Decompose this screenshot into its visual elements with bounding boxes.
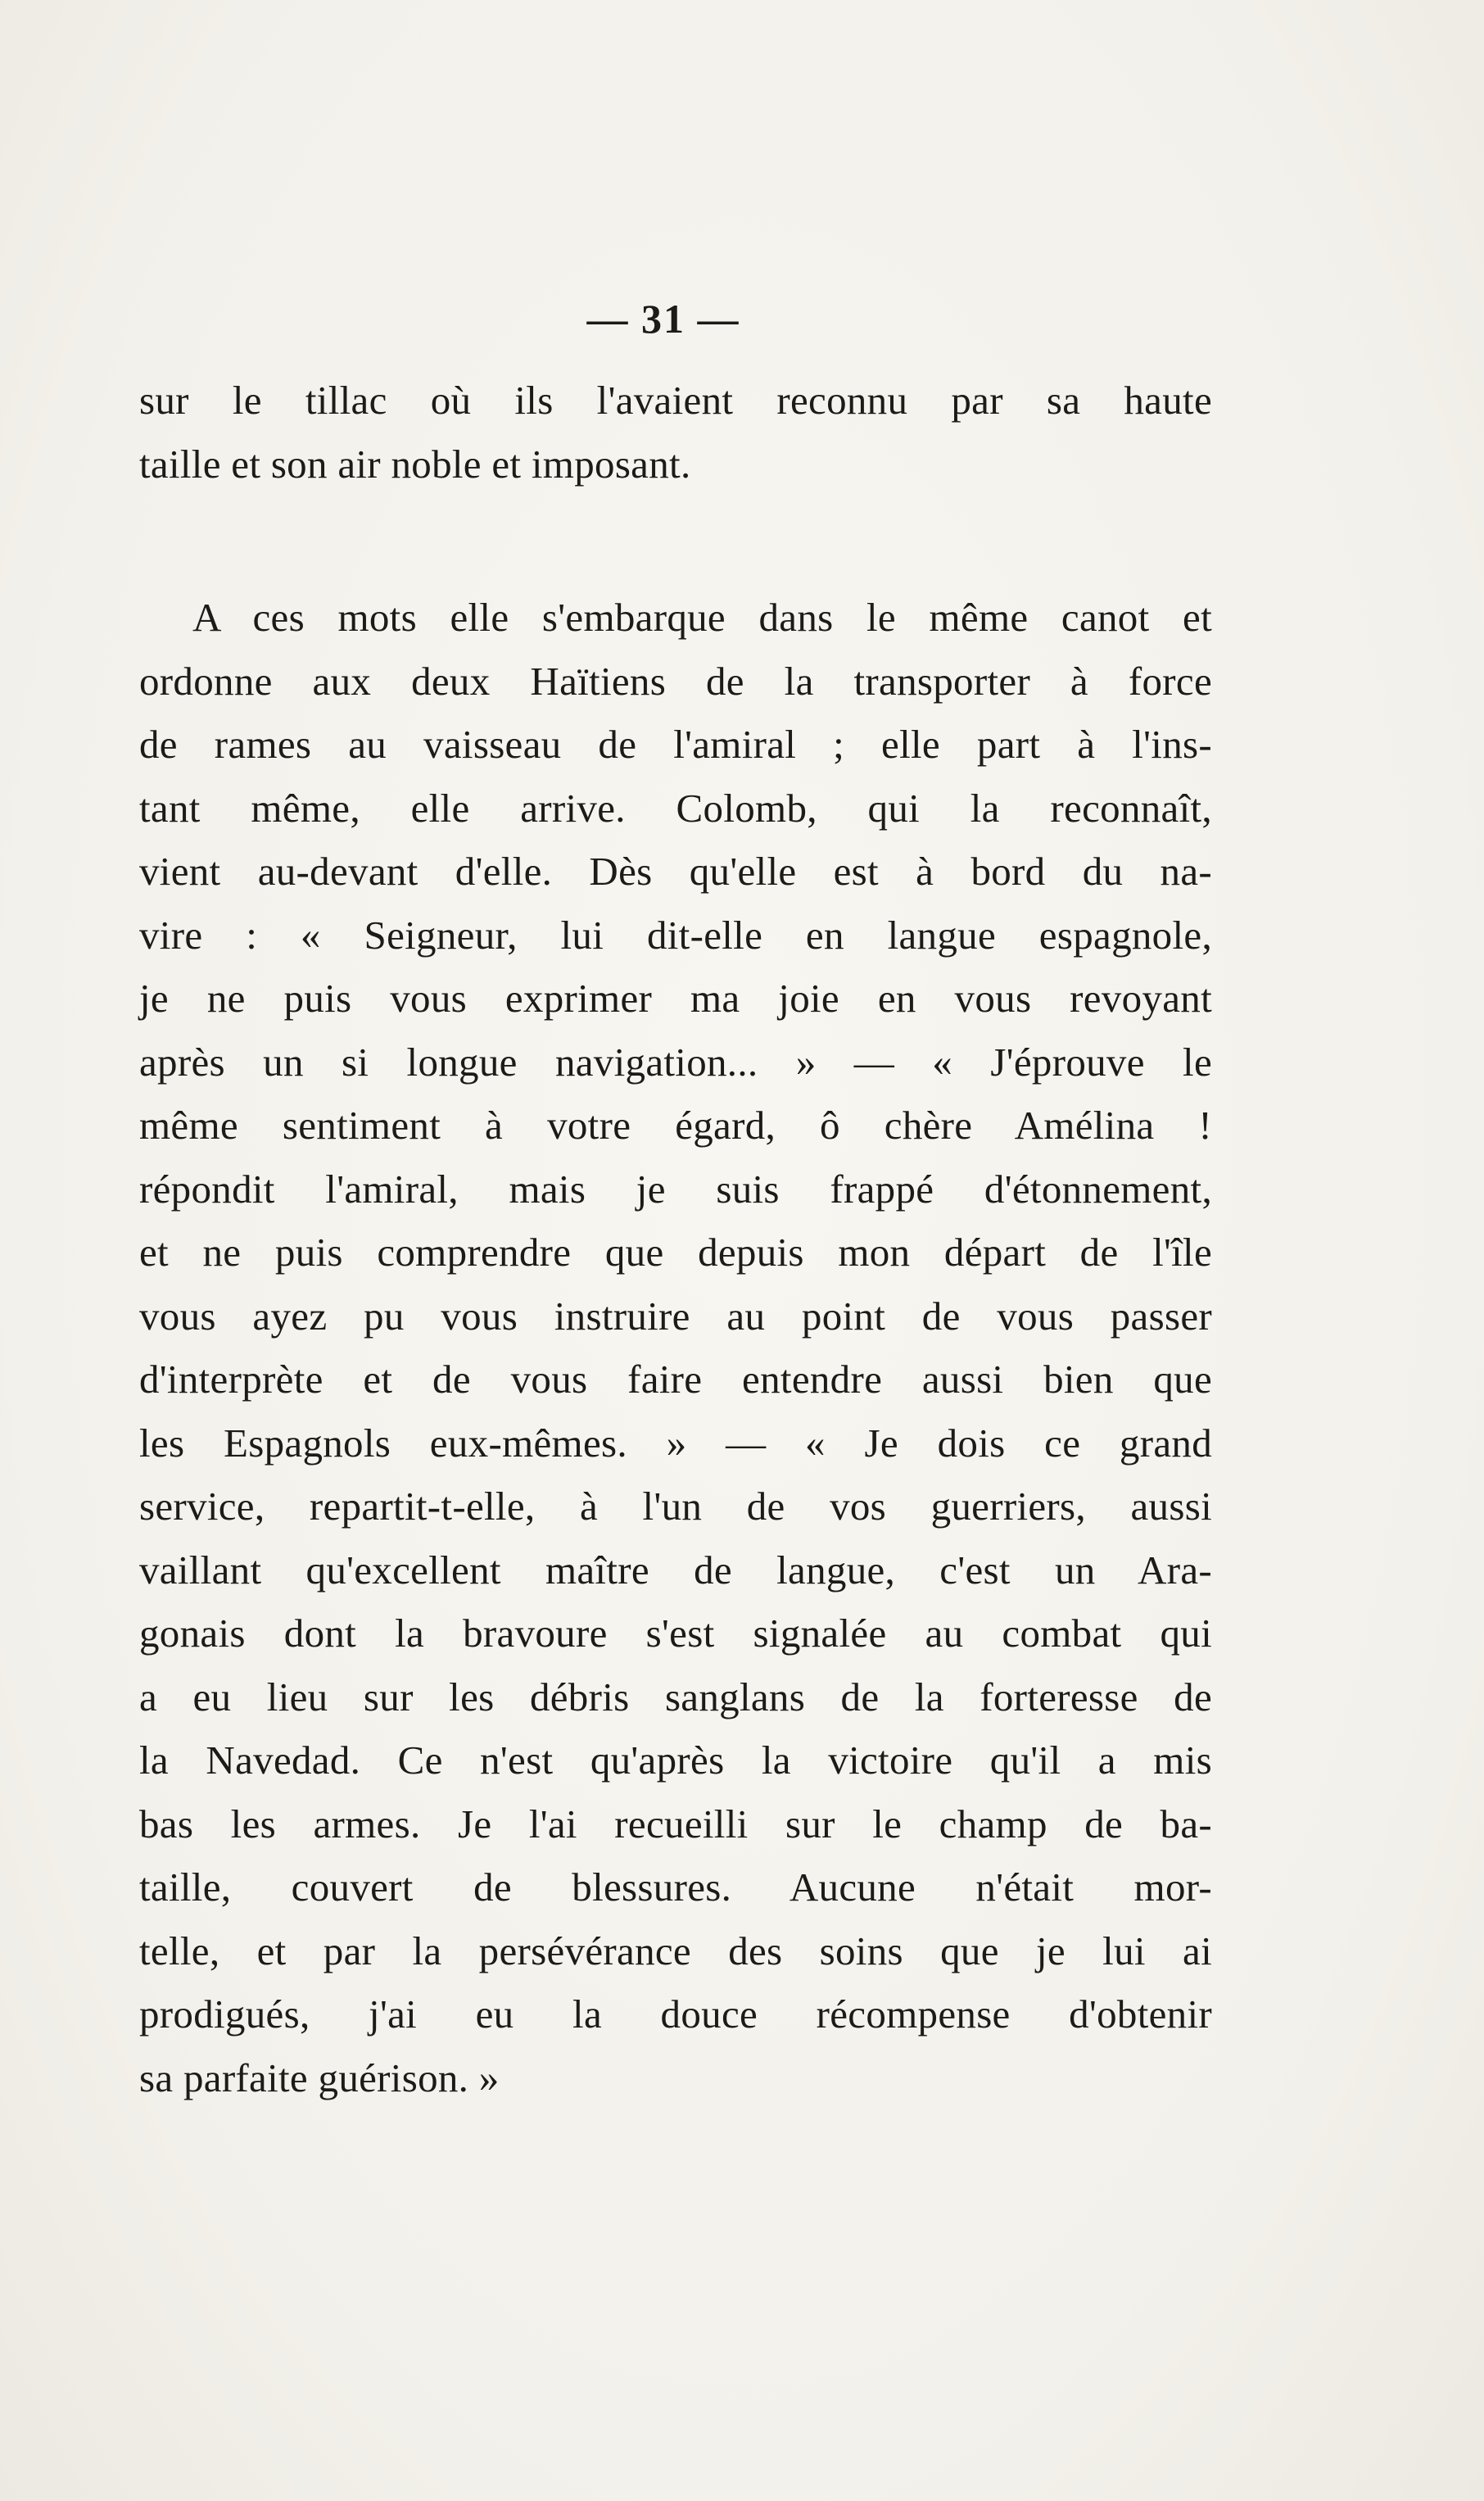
text-line: A ces mots elle s'embarque dans le même canot et xyxy=(192,595,1212,640)
text-line: d'interprète et de vous faire entendre aussi bien que xyxy=(139,1357,1212,1402)
text-line: après un si longue navigation... » — « J'éprouve le xyxy=(139,1039,1212,1085)
text-line: même sentiment à votre égard, ô chère Amélina ! xyxy=(139,1103,1212,1148)
text-line: taille et son air noble et imposant. xyxy=(139,441,691,487)
text-line: service, repartit-t-elle, à l'un de vos guerriers, aussi xyxy=(139,1484,1212,1529)
text-line: vire : « Seigneur, lui dit-elle en langue espagnole, xyxy=(139,912,1212,958)
text-line: vous ayez pu vous instruire au point de vous passer xyxy=(139,1293,1212,1339)
text-line: prodigués, j'ai eu la douce récompense d'obtenir xyxy=(139,1991,1212,2037)
text-line: ordonne aux deux Haïtiens de la transporter à force xyxy=(139,658,1212,704)
text-line: tant même, elle arrive. Colomb, qui la reconnaît, xyxy=(139,785,1212,831)
text-line: bas les armes. Je l'ai recueilli sur le champ de ba- xyxy=(139,1801,1212,1846)
text-line: vient au-devant d'elle. Dès qu'elle est à bord du na- xyxy=(139,849,1212,894)
paragraph-gap xyxy=(139,496,1212,586)
text-line: et ne puis comprendre que depuis mon départ de l'île xyxy=(139,1230,1212,1275)
text-line: telle, et par la persévérance des soins que je lui ai xyxy=(139,1928,1212,1973)
text-line: sa parfaite guérison. » xyxy=(139,2055,500,2100)
text-line: la Navedad. Ce n'est qu'après la victoire qu'il a mis xyxy=(139,1738,1212,1783)
text-line: je ne puis vous exprimer ma joie en vous revoyant xyxy=(139,976,1212,1021)
text-line: de rames au vaisseau de l'amiral ; elle part à l'ins- xyxy=(139,722,1212,767)
text-line: sur le tillac où ils l'avaient reconnu par sa haute xyxy=(139,378,1212,423)
paragraph-2 xyxy=(139,586,1212,2109)
text-line: taille, couvert de blessures. Aucune n'était mor- xyxy=(139,1864,1212,1910)
text-line: a eu lieu sur les débris sanglans de la forteresse de xyxy=(139,1674,1212,1719)
text-line: vaillant qu'excellent maître de langue, c'est un Ara- xyxy=(139,1547,1212,1593)
text-line: répondit l'amiral, mais je suis frappé d'étonnement, xyxy=(139,1166,1212,1212)
text-line: les Espagnols eux-mêmes. » — « Je dois ce grand xyxy=(139,1420,1212,1466)
body-text xyxy=(139,369,1212,2109)
page-number: — 31 — xyxy=(586,296,740,342)
paragraph-1 xyxy=(139,369,1212,496)
text-line: gonais dont la bravoure s'est signalée au combat qui xyxy=(139,1611,1212,1656)
